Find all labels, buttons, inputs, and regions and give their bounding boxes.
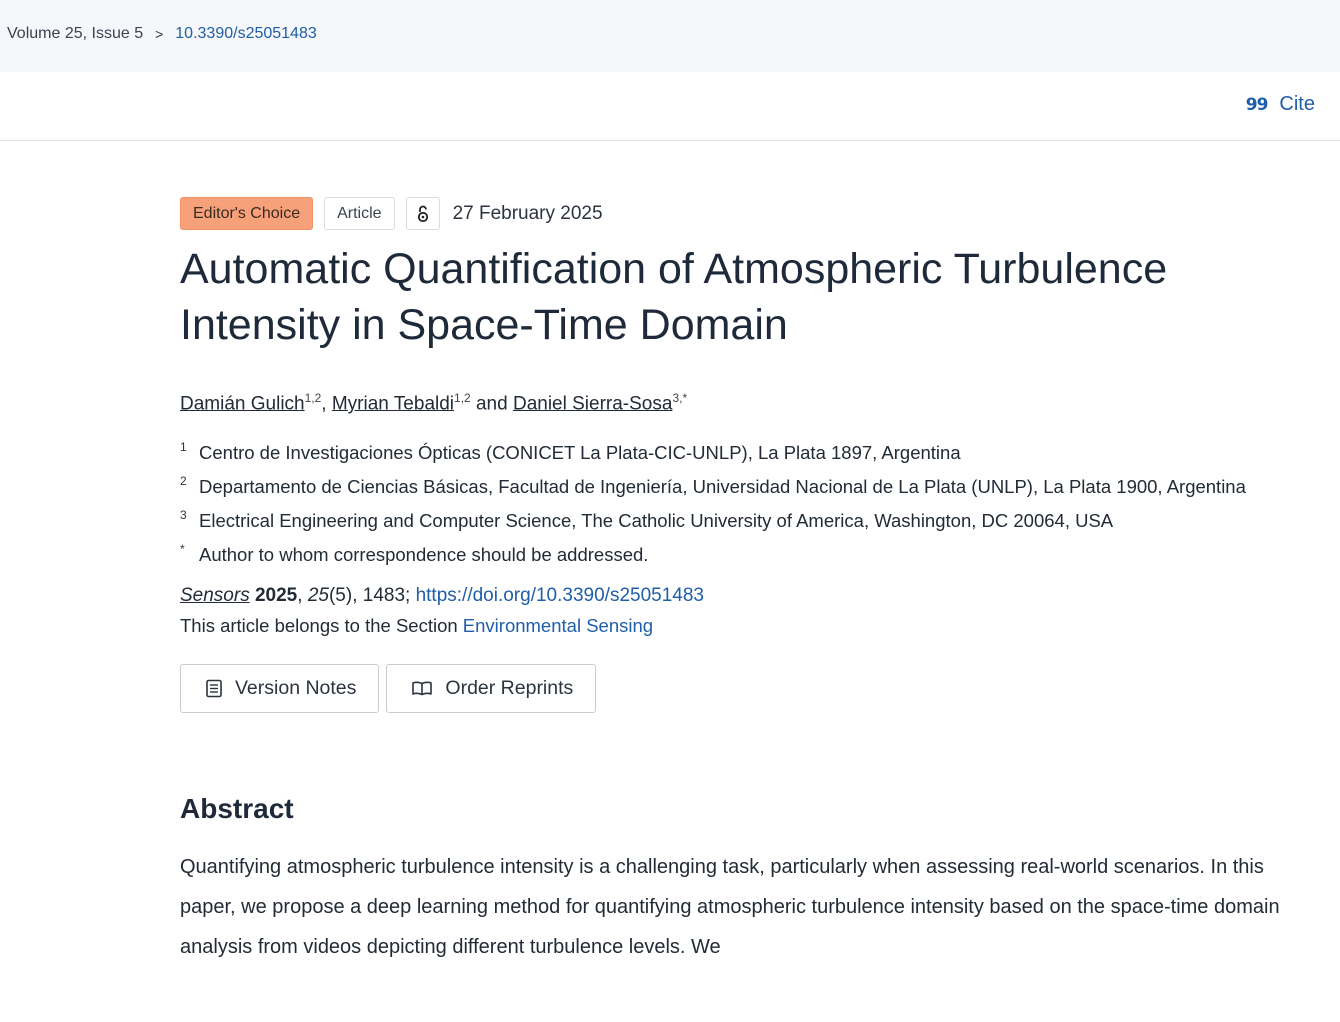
publication-date: 27 February 2025 (452, 202, 603, 224)
journal-name-link[interactable]: Sensors (180, 585, 250, 607)
article-type-badge: Article (324, 197, 394, 230)
affiliation-text: Centro de Investigaciones Ópticas (CONICET La Plata-CIC-UNLP), La Plata 1897, Argentina (199, 442, 961, 464)
citation-volume: 25 (307, 585, 329, 607)
author-affiliation-sup: 1,2 (454, 391, 471, 405)
section-line (180, 615, 1300, 637)
order-reprints-button[interactable] (386, 664, 596, 713)
citation-line: Sensors 2025, 25(5), 1483; https://doi.org/10.3390/s25051483 (180, 585, 704, 607)
open-access-icon[interactable] (406, 197, 440, 230)
article-header (180, 196, 1300, 967)
affiliation-number: 1 (180, 440, 187, 455)
cite-bar (0, 72, 1340, 141)
article-title: Automatic Quantification of Atmospheric Turbulence Intensity in Space-Time Domain (180, 245, 1168, 349)
breadcrumb-doi-link[interactable]: 10.3390/s25051483 (175, 25, 317, 42)
version-notes-label: Version Notes (235, 677, 357, 700)
author-list (180, 391, 1300, 415)
cite-button[interactable] (1246, 93, 1315, 116)
author-link[interactable]: Myrian Tebaldi (331, 393, 455, 415)
affiliation-number: * (180, 542, 185, 557)
quote-icon: 99 (1245, 94, 1268, 115)
affiliation-item (180, 439, 1300, 467)
top-bar (0, 0, 1340, 72)
author-affiliation-sup: 3,* (672, 391, 688, 405)
affiliation-item (180, 507, 1300, 535)
breadcrumb-issue[interactable]: Volume 25, Issue 5 (7, 25, 144, 42)
order-reprints-label: Order Reprints (445, 677, 574, 700)
affiliation-text: Author to whom correspondence should be addressed. (199, 544, 649, 566)
citation-issue-pages: (5), 1483; (328, 585, 411, 607)
author-link[interactable]: Daniel Sierra-Sosa (512, 393, 673, 415)
author-separator: , (321, 393, 332, 415)
affiliation-list (180, 439, 1300, 569)
abstract-heading: Abstract (180, 793, 294, 825)
section-prefix: This article belongs to the Section (180, 615, 458, 637)
chevron-right-icon: > (155, 26, 164, 42)
breadcrumb (7, 25, 317, 43)
affiliation-item (180, 473, 1300, 501)
author-separator: and (470, 393, 513, 415)
document-icon (205, 679, 223, 698)
version-notes-button[interactable] (180, 664, 379, 713)
affiliation-item (180, 541, 1300, 569)
abstract-text: Quantifying atmospheric turbulence intensity is a challenging task, particularly when assessing real-world scenarios. In this paper, we propose a deep learning method for quantifying atmospheric turbulence intensity based on the space-time domain analysis from videos depicting different turbulence levels. We (180, 856, 1280, 959)
citation-year: 2025 (254, 585, 298, 607)
article-actions (180, 664, 1300, 713)
book-icon (411, 680, 433, 697)
article-badges (180, 196, 1300, 231)
section-link[interactable]: Environmental Sensing (462, 615, 654, 637)
author-link[interactable]: Damián Gulich (180, 393, 305, 415)
doi-link[interactable]: https://doi.org/10.3390/s25051483 (415, 585, 704, 607)
cite-label: Cite (1279, 93, 1315, 115)
affiliation-number: 2 (180, 474, 187, 489)
affiliation-text: Departamento de Ciencias Básicas, Facultad de Ingeniería, Universidad Nacional de La Plata (UNLP), La Plata 1900, Argentina (199, 476, 1246, 498)
affiliation-number: 3 (180, 508, 187, 523)
affiliation-text: Electrical Engineering and Computer Science, The Catholic University of America, Washington, DC 20064, USA (199, 510, 1114, 532)
editors-choice-badge[interactable]: Editor's Choice (180, 197, 313, 230)
author-affiliation-sup: 1,2 (304, 391, 322, 405)
